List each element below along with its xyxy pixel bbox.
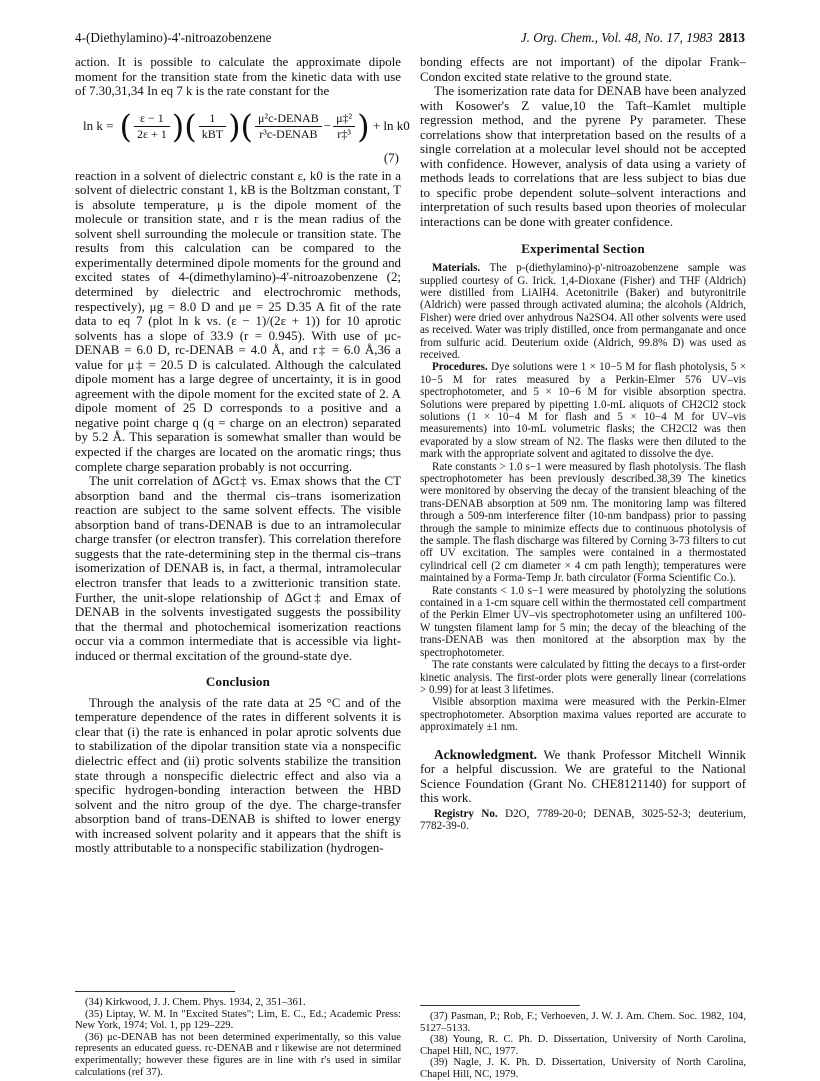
run-in-heading: Materials.	[432, 262, 481, 275]
paragraph: The isomerization rate data for DENAB have been analyzed with Kosower's Z value,10 the Taft–Kamlet multiple regression method, and the pyrene Py parameter. These correlations show that interpretation based on the results of a single correlation at a molecular level should not be accepted with confidence. However, analysis of data using a variety of methods leads to correlations that are less subject to bias due to specific probe dependent solute–solvent interactions and interpretation of such results based upon theories of molecular interactions can be done with greater confidence.	[420, 84, 746, 230]
equation-number: (7)	[383, 149, 399, 165]
footnote-rule	[75, 991, 235, 992]
footnote: (37) Pasman, P.; Rob, F.; Verhoeven, J. W. J. Am. Chem. Soc. 1982, 104, 5127–5133.	[420, 1011, 746, 1034]
equation-7: ln k = ( $\frac{\varepsilon - 1}{2\varepsilon + 1}$ )( $\frac{1}{\text{kBT}}$ )( $\frac{\text{μ²c-DENAB}}{\text{r³c-DENAB}}$ − $\frac{\text{μ‡²}}{\text{r‡³}}$ ) + ln k0 (7)	[83, 107, 410, 165]
journal-citation	[521, 30, 745, 46]
run-in-heading: Registry No.	[434, 807, 498, 820]
paragraph: The unit correlation of ΔGct‡ vs. Emax shows that the CT absorption band and the thermal cis–trans isomerization reaction are subject to the same solvent effects. The visible absorption band of trans-DENAB is due to an intramolecular charge transfer (or electron transfer). This correlation therefore suggests that the rate-determining step in the thermal cis–trans isomerization of DENAB is, in fact, a thermal, intramolecular electron transfer that leads to a zwitterionic transition state. Further, the unit-slope relationship of ΔGct‡ and Emax of DENAB in the solvents investigated suggests the possibility that the thermal and photochemical isomerization reactions occur via a common intermediate that is accessible via light-induced or thermal excitation of the ground-state dye.	[75, 474, 401, 663]
run-in-heading: Procedures.	[432, 361, 488, 374]
footnote-rule	[420, 1005, 580, 1006]
paragraph: Through the analysis of the rate data at 25 °C and of the temperature dependence of the rates in different solvents it is clear that (i) the rate is enhanced in polar aprotic solvents due to stabilization of the dipolar transition state via a nonspecific dielectric effect and (ii) protic solvents stabilize the transition state through a nonspecific dielectric effect and also via a specific hydrogen-bonding interaction between the HBD solvent and the nitro group of the dye. The charge-transfer absorption band of trans-DENAB is shifted to lower energy with increased solvent polarity and it appears that the shift is mostly attributable to a nonspecific stabilization (hydrogen-	[75, 695, 401, 856]
running-title: 4-(Diethylamino)-4'-nitroazobenzene	[75, 30, 272, 45]
equation-rhs: + ln k0	[372, 117, 410, 133]
footnote: (34) Kirkwood, J. J. Chem. Phys. 1934, 2, 351–361.	[85, 997, 306, 1008]
left-column	[75, 55, 410, 856]
equation-fraction: $\frac{\text{μ‡²}}{\text{r‡³}}$	[333, 111, 355, 142]
running-header	[75, 30, 745, 48]
section-heading-experimental: Experimental Section	[521, 240, 645, 256]
footnote: (35) Liptay, W. M. In "Excited States"; Lim, E. C., Ed.; Academic Press: New York, 1974; Vol. 1, pp 129–229.	[75, 1008, 401, 1032]
equation-fraction: $\frac{1}{\text{kBT}}$	[199, 111, 226, 142]
paragraph: reaction in a solvent of dielectric constant ε, k0 is the rate in a solvent of dielectric constant 1, kB is the Boltzman constant, T is absolute temperature, μ is the dipole moment of the molecule or transition state, and r is the mean radius of the solvent shell surrounding the molecule or transition state. The results from this calculation can be compared to the experimentally determined dipole moments for the ground and excited states of 4-(dimethylamino)-4'-nitroazobenzene (2; determined by dielectric and electrochromic methods, respectively), μg = 8.0 D and μe = 25 D.35 A fit of the rate data to eq 7 (plot ln k vs. (ε − 1)/(2ε + 1)) for 10 aprotic solvents has a slope of 33.9 (r = 0.945). With use of μc-DENAB = 6.0 D, rc-DENAB = 4.0 Å, and r‡ = 6.0 Å,36 a value for μ‡ = 20.5 D is calculated. Although the calculated dipole moment has a large degree of uncertainty, it is in good agreement with the dipole moment for the excited state of 2. A dipole moment of 25 D corresponds to a positive and a negative point charge q (q = charge on an electron) separated by 5.2 Å. This separation is somewhat smaller than would be expected if the charges are located on the aromatic rings; thus complete charge separation probably is not occurring.	[75, 168, 401, 474]
footnotes-right	[420, 1011, 746, 1081]
paragraph: action. It is possible to calculate the approximate dipole moment for the transition state from the kinetic data with use of 7.30,31,34 In eq 7 k is the rate constant for the	[75, 55, 401, 99]
paragraph: The rate constants were calculated by fitting the decays to a first-order kinetic analysis. The first-order plots were generally linear (correlations > 0.99) for at least 3 lifetimes.	[420, 659, 746, 696]
procedures-paragraph: Procedures. Dye solutions were 1 × 10−5 M for flash photolysis, 5 × 10−5 M for rates measured by a Perkin-Elmer 576 UV–vis spectrophotometer, and 5 × 10−6 M for visible absorption spectra. Solutions were prepared by pipetting 1.0-mL aliquots of CH2Cl2 stock solutions (1 × 10−4 M for flash and 5 × 10−4 M for UV–vis measurements) into 10-mL volumetric flasks; the CH2Cl2 was then evaporated by a slow stream of N2. The flasks were then diluted to the mark with the appropriate solvent and agitated to dissolve the dye.	[420, 361, 746, 461]
equation-fraction: $\frac{\varepsilon - 1}{2\varepsilon + 1}$	[134, 111, 170, 142]
acknowledgment: Acknowledgment. We thank Professor Mitchell Winnik for a helpful discussion. We are grateful to the National Science Foundation (Grant No. CHE8121140) for support of this work.	[420, 746, 746, 806]
materials-paragraph: Materials. The p-(diethylamino)-p'-nitroazobenzene sample was supplied courtesy of G. Irick. 1,4-Dioxane (Fisher) and THF (Aldrich) were distilled from LiAlH4. Acetonitrile (Baker) and butyronitrile (Aldrich) were passed through activated alumina; the alcohols (Aldrich, Fisher) were dried over anhydrous Na2SO4. All other solvents were used as received. Water was triply distilled, once from permanganate and once from sulfuric acid. Deuterium oxide (Aldrich, 99.8% D) was used as received.	[420, 262, 747, 361]
experimental-body	[420, 262, 746, 733]
footnote: (39) Nagle, J. K. Ph. D. Dissertation, University of North Carolina, Chapel Hill, NC, 1979.	[420, 1057, 746, 1080]
journal-name: J. Org. Chem., Vol. 48, No. 17, 1983	[520, 30, 713, 45]
paragraph: Rate constants < 1.0 s−1 were measured by photolyzing the solutions contained in a 1-cm square cell within the thermostated cell compartment of the Perkin Elmer UV–vis spectrophotometer using an unfiltered 100-W tungsten filament lamp for 5 min; the decay of the bleaching of the trans-DENAB was then monitored at the absorption max by the spectrophotometer.	[420, 584, 746, 659]
equation-fraction: $\frac{\text{μ²c-DENAB}}{\text{r³c-DENAB}}$	[255, 111, 322, 142]
footnotes-left	[75, 997, 401, 1078]
page-number: 2813	[718, 30, 745, 45]
right-column	[420, 55, 746, 833]
paragraph: bonding effects are not important) of the dipolar Frank–Condon excited state relative to the ground state.	[420, 55, 746, 84]
footnote: (38) Young, R. C. Ph. D. Dissertation, University of North Carolina, Chapel Hill, NC, 1977.	[420, 1034, 746, 1057]
paragraph: Rate constants > 1.0 s−1 were measured by flash photolysis. The flash spectrophotometer has been previously described.38,39 The kinetics were monitored by observing the decay of the transient bleaching of the trans-DENAB absorption at 509 nm. The monitoring lamp was filtered through a 509-nm interference filter (10-nm bandpass) prior to passing through the sample to minimize effects due to continuous photolysis of the sample. The flash discharge was filtered by Corning 3-73 filters to cut off UV excitation. The samples were contained in a thermostated cylindrical cell (2 cm diameter × 4 cm path length); temperatures were maintained by a Forma-Temp Jr. bath circulator (Forma Scientific Co.).	[420, 460, 746, 585]
run-in-heading: Acknowledgment.	[434, 746, 538, 762]
equation-lhs: ln k =	[83, 117, 114, 133]
section-heading-conclusion: Conclusion	[205, 674, 271, 690]
registry-numbers: Registry No. D2O, 7789-20-0; DENAB, 3025-52-3; deuterium, 7782-39-0.	[420, 807, 746, 833]
paragraph: Visible absorption maxima were measured with the Perkin-Elmer spectrophotometer. Absorption maxima values reported are accurate to approximately ±1 nm.	[420, 696, 746, 734]
footnote: (36) μc-DENAB has not been determined experimentally, so this value represents an educated guess. rc-DENAB and r likewise are not determined experimentally; however these figures are in line with r's used in similar calculations (ref 37).	[75, 1031, 401, 1078]
